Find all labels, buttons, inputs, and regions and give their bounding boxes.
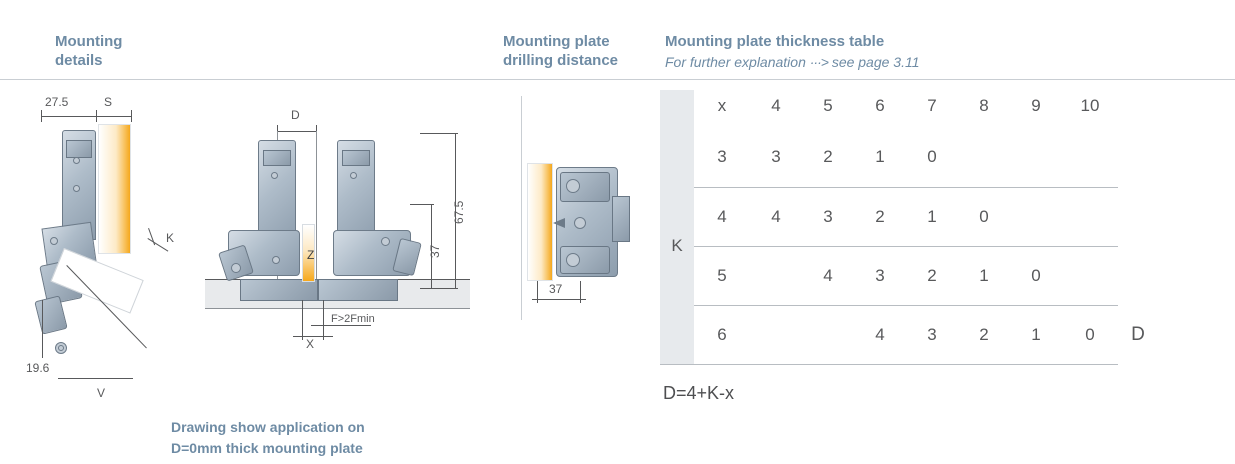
cell-k3-x10	[1062, 128, 1118, 187]
row-header-k-4: 4	[694, 187, 750, 246]
cell-k4-x9	[1010, 187, 1062, 246]
row-header-k-5: 5	[694, 246, 750, 305]
heading-line-2: drilling distance	[503, 52, 619, 69]
column-heading-thickness-table	[665, 32, 1065, 72]
table-row	[660, 305, 1158, 364]
cell-k5-x5: 4	[802, 246, 854, 305]
table-row	[660, 246, 1158, 305]
cell-k5-x6: 3	[854, 246, 906, 305]
cell-k3-x5: 2	[802, 128, 854, 187]
cell-k4-x4: 4	[750, 187, 802, 246]
table-trailing-label-d: D	[1131, 323, 1145, 345]
table	[660, 90, 1158, 365]
column-heading-drilling-distance	[503, 32, 653, 70]
dim-tick-left	[41, 110, 42, 122]
hinge-arm-detail-left	[263, 150, 291, 166]
column-heading-mounting-details	[55, 32, 215, 70]
door-open-position	[51, 248, 144, 314]
screw-icon	[381, 237, 390, 246]
screw-icon	[566, 253, 580, 267]
cell-k6-x9: 1	[1010, 305, 1062, 364]
dim-K: K	[166, 231, 175, 245]
adjustment-cam-icon	[574, 217, 586, 229]
dim-27-5: 27.5	[45, 95, 69, 109]
cell-k5-x9: 0	[1010, 246, 1062, 305]
row-trailing-cell	[1118, 128, 1158, 187]
table-subtitle-post: see page 3.11	[831, 54, 920, 70]
heading-line-1: Mounting plate	[503, 33, 610, 50]
dim-line-37	[532, 299, 586, 300]
pivot-center-icon	[58, 345, 64, 351]
cell-k6-x4	[750, 305, 802, 364]
mounting-plate-left	[240, 279, 318, 301]
mounting-plate-bracket	[612, 196, 630, 242]
screw-icon	[73, 185, 80, 192]
dim-tick-67-5-top	[420, 133, 458, 134]
ext-line-X-left	[302, 300, 303, 340]
base-bottom-line	[205, 308, 470, 309]
cell-k5-x10	[1062, 246, 1118, 305]
cell-k6-x10: 0	[1062, 305, 1118, 364]
table-header-row	[660, 90, 1158, 128]
screw-icon	[566, 179, 580, 193]
heading-line-2: details	[55, 52, 103, 69]
ext-line-right	[316, 131, 317, 286]
table-row	[660, 187, 1158, 246]
dim-tick-mid	[96, 110, 97, 122]
drawing-caption	[171, 417, 471, 459]
cell-k3-x4: 3	[750, 128, 802, 187]
dim-D: D	[291, 108, 300, 122]
leader-tick-K	[148, 228, 155, 245]
mounting-plate-thickness-table	[660, 90, 1180, 380]
col-header-4: 4	[771, 96, 781, 115]
door-panel-drilling	[527, 163, 553, 281]
dim-67-5: 67.5	[452, 200, 466, 224]
dim-37-middle: 37	[428, 244, 442, 258]
cell-k5-x8: 1	[958, 246, 1010, 305]
table-corner-label-x: x	[717, 96, 727, 115]
row-header-k-6: 6	[694, 305, 750, 364]
cell-k4-x10	[1062, 187, 1118, 246]
dim-line-S	[97, 116, 132, 117]
screw-icon	[50, 237, 58, 245]
table-row	[660, 128, 1158, 187]
table-trailing-spacer	[1118, 90, 1158, 128]
row-trailing-cell	[1118, 187, 1158, 246]
screw-icon	[73, 157, 80, 164]
cell-k5-x4	[750, 246, 802, 305]
door-panel-side	[98, 124, 131, 254]
pivot-icon	[231, 263, 241, 273]
col-header-9: 9	[1031, 96, 1041, 115]
header-divider	[0, 79, 1235, 80]
cell-k4-x7: 1	[906, 187, 958, 246]
dim-S: S	[104, 95, 113, 109]
dim-tick-37-top	[410, 204, 434, 205]
dim-tick-67-5-bottom	[420, 288, 458, 289]
screw-icon	[272, 256, 280, 264]
cell-k5-x7: 2	[906, 246, 958, 305]
cell-k3-x8	[958, 128, 1010, 187]
hinge-arm-detail	[66, 140, 92, 158]
k-band	[660, 128, 694, 364]
cell-k6-x8: 2	[958, 305, 1010, 364]
cell-k3-x7: 0	[906, 128, 958, 187]
row-header-k-3: 3	[694, 128, 750, 187]
dim-V: V	[97, 386, 106, 400]
dim-X: X	[306, 337, 315, 351]
dim-line-V	[58, 378, 133, 379]
dim-F-min: F>2Fmin	[331, 313, 375, 325]
col-header-5: 5	[823, 96, 833, 115]
dim-line-19-6	[42, 300, 43, 358]
cell-k4-x6: 2	[854, 187, 906, 246]
col-header-7: 7	[927, 96, 937, 115]
row-trailing-cell	[1118, 246, 1158, 305]
hinge-arm-detail-right	[342, 150, 370, 166]
screw-icon	[350, 172, 357, 179]
dim-tick-right	[131, 110, 132, 122]
dim-line-D	[277, 131, 317, 132]
thickness-formula: D=4+K-x	[663, 383, 735, 403]
k-band-spacer	[660, 90, 694, 128]
dim-19-6: 19.6	[26, 361, 50, 375]
caption-line-1: Drawing show application on	[171, 419, 365, 435]
heading-line-1: Mounting	[55, 33, 123, 50]
cell-k6-x5	[802, 305, 854, 364]
caption-line-2: D=0mm thick mounting plate	[171, 440, 363, 456]
ext-line-X-right	[323, 300, 324, 340]
dim-37-drilling: 37	[549, 282, 563, 296]
screw-icon	[271, 172, 278, 179]
col-header-6: 6	[875, 96, 885, 115]
column-divider	[521, 96, 522, 320]
col-header-8: 8	[979, 96, 989, 115]
cell-k4-x5: 3	[802, 187, 854, 246]
cell-k3-x6: 1	[854, 128, 906, 187]
dashed-arrow-icon: ···>	[809, 54, 828, 70]
cell-k4-x8: 0	[958, 187, 1010, 246]
row-group-label-k: K	[671, 235, 683, 255]
dim-Z: Z	[307, 248, 315, 262]
col-header-10: 10	[1080, 96, 1100, 115]
dim-line-F	[311, 325, 371, 326]
table-subtitle	[665, 53, 1065, 72]
table-subtitle-pre: For further explanation	[665, 54, 806, 70]
cell-k6-x6: 4	[854, 305, 906, 364]
mounting-plate-right	[318, 279, 398, 301]
cell-k6-x7: 3	[906, 305, 958, 364]
table-title: Mounting plate thickness table	[665, 33, 885, 50]
cell-k3-x9	[1010, 128, 1062, 187]
dim-line-27-5	[41, 116, 96, 117]
